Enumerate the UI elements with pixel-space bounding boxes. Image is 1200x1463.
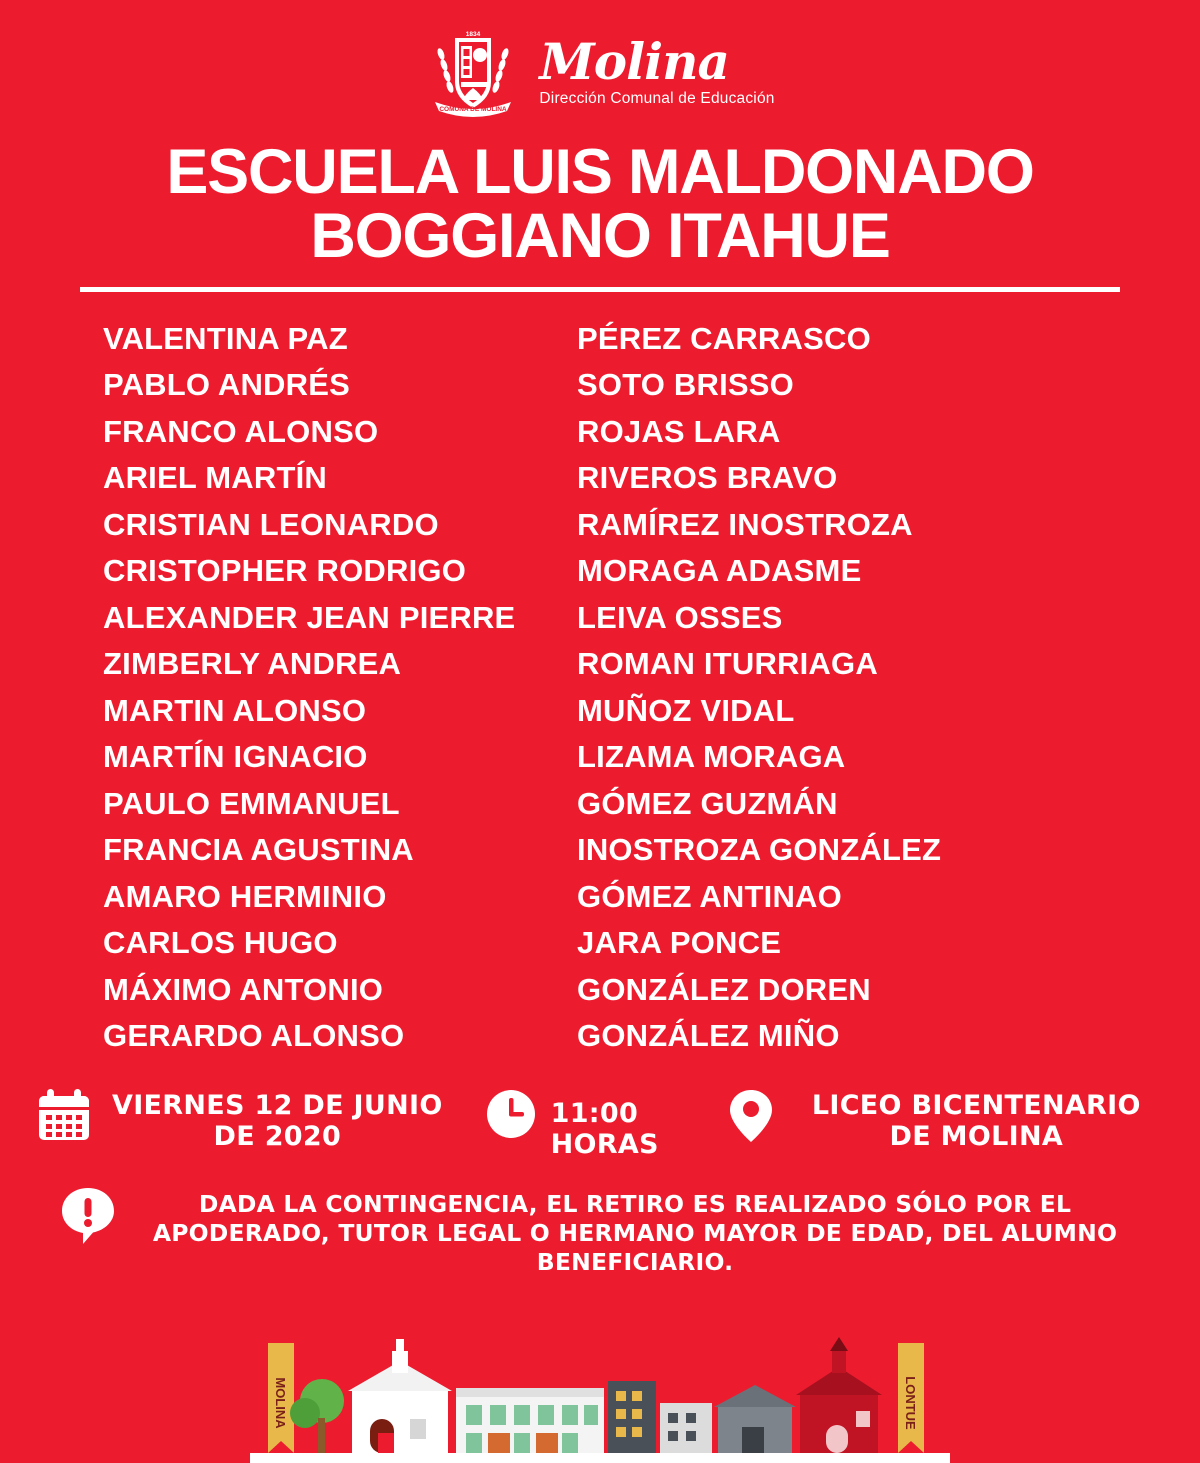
brand-name: Molina	[539, 32, 729, 92]
beneficiary-last-name: SOTO BRISSO	[577, 367, 794, 402]
beneficiary-first-name: ZIMBERLY ANDREA	[103, 646, 402, 681]
beneficiary-last-name: MORAGA ADASME	[577, 553, 862, 588]
beneficiary-first-name: CRISTIAN LEONARDO	[103, 506, 439, 542]
beneficiary-first-name: PAULO EMMANUEL	[103, 785, 400, 821]
exclamation-icon	[60, 1186, 116, 1251]
beneficiary-list	[95, 316, 1105, 1060]
municipal-crest-icon	[425, 24, 521, 120]
event-info-bar	[0, 1086, 1200, 1160]
brand-subtitle: Dirección Comunal de Educación	[539, 90, 775, 108]
svg-text:1834: 1834	[466, 31, 481, 38]
event-date-text: VIERNES 12 DE JUNIO DE 2020	[112, 1089, 443, 1152]
beneficiary-last-name: ROJAS LARA	[577, 413, 781, 449]
beneficiary-last-name: LIZAMA MORAGA	[577, 739, 846, 774]
beneficiary-first-name: CARLOS HUGO	[103, 925, 338, 960]
beneficiary-first-name: ALEXANDER JEAN PIERRE	[103, 599, 516, 635]
beneficiary-last-name: PÉREZ CARRASCO	[577, 320, 871, 356]
event-time-text: 11:00 HORAS	[550, 1097, 659, 1160]
beneficiary-last-name: LEIVA OSSES	[577, 599, 783, 635]
beneficiary-first-name: VALENTINA PAZ	[103, 320, 348, 356]
svg-text:LONTUE: LONTUE	[903, 1376, 918, 1430]
beneficiary-first-name: CRISTOPHER RODRIGO	[103, 553, 467, 588]
beneficiary-first-name: MARTIN ALONSO	[103, 692, 367, 728]
warning-block	[0, 1186, 1200, 1277]
beneficiary-first-name: FRANCIA AGUSTINA	[103, 832, 414, 867]
beneficiary-last-name: RIVEROS BRAVO	[577, 460, 838, 495]
beneficiary-last-name: INOSTROZA GONZÁLEZ	[577, 832, 942, 867]
beneficiary-first-name: MÁXIMO ANTONIO	[103, 971, 384, 1007]
event-place	[727, 1086, 1166, 1152]
header	[0, 0, 1200, 118]
beneficiary-last-name: MUÑOZ VIDAL	[577, 692, 795, 728]
beneficiary-first-name: GERARDO ALONSO	[103, 1018, 405, 1053]
beneficiary-first-name: ARIEL MARTÍN	[103, 460, 327, 495]
title-divider	[80, 287, 1120, 292]
city-skyline-illustration	[0, 1333, 1200, 1463]
warning-text: DADA LA CONTINGENCIA, EL RETIRO ES REALIZADO SÓLO POR EL APODERADO, TUTOR LEGAL O HERMANO MAYOR DE EDAD, DEL ALUMNO BENEFICIARIO.	[152, 1189, 1118, 1276]
title-block	[0, 118, 1200, 292]
calendar-icon	[34, 1086, 94, 1151]
beneficiary-first-name: FRANCO ALONSO	[103, 413, 379, 449]
beneficiary-first-name: MARTÍN IGNACIO	[103, 739, 368, 774]
beneficiary-last-name: GÓMEZ ANTINAO	[577, 878, 842, 914]
beneficiary-last-name: GONZÁLEZ DOREN	[577, 971, 871, 1007]
beneficiary-last-name: RAMÍREZ INOSTROZA	[577, 506, 913, 542]
brand-block	[539, 32, 775, 108]
svg-text:MOLINA: MOLINA	[273, 1377, 288, 1429]
clock-icon	[483, 1086, 539, 1147]
beneficiary-last-name: GONZÁLEZ MIÑO	[577, 1018, 840, 1053]
event-place-text: LICEO BICENTENARIO DE MOLINA	[811, 1089, 1141, 1152]
beneficiary-last-name: JARA PONCE	[577, 925, 782, 960]
beneficiary-first-name: PABLO ANDRÉS	[103, 367, 350, 402]
page-title: ESCUELA LUIS MALDONADO BOGGIANO ITAHUE	[166, 137, 1034, 272]
event-time	[483, 1086, 693, 1160]
location-pin-icon	[727, 1086, 775, 1151]
beneficiary-last-name: GÓMEZ GUZMÁN	[577, 785, 838, 821]
svg-text:COMUNA DE MOLINA: COMUNA DE MOLINA	[439, 106, 508, 113]
beneficiary-last-name: ROMAN ITURRIAGA	[577, 646, 878, 681]
beneficiary-first-name: AMARO HERMINIO	[103, 878, 387, 914]
event-date	[34, 1086, 449, 1152]
